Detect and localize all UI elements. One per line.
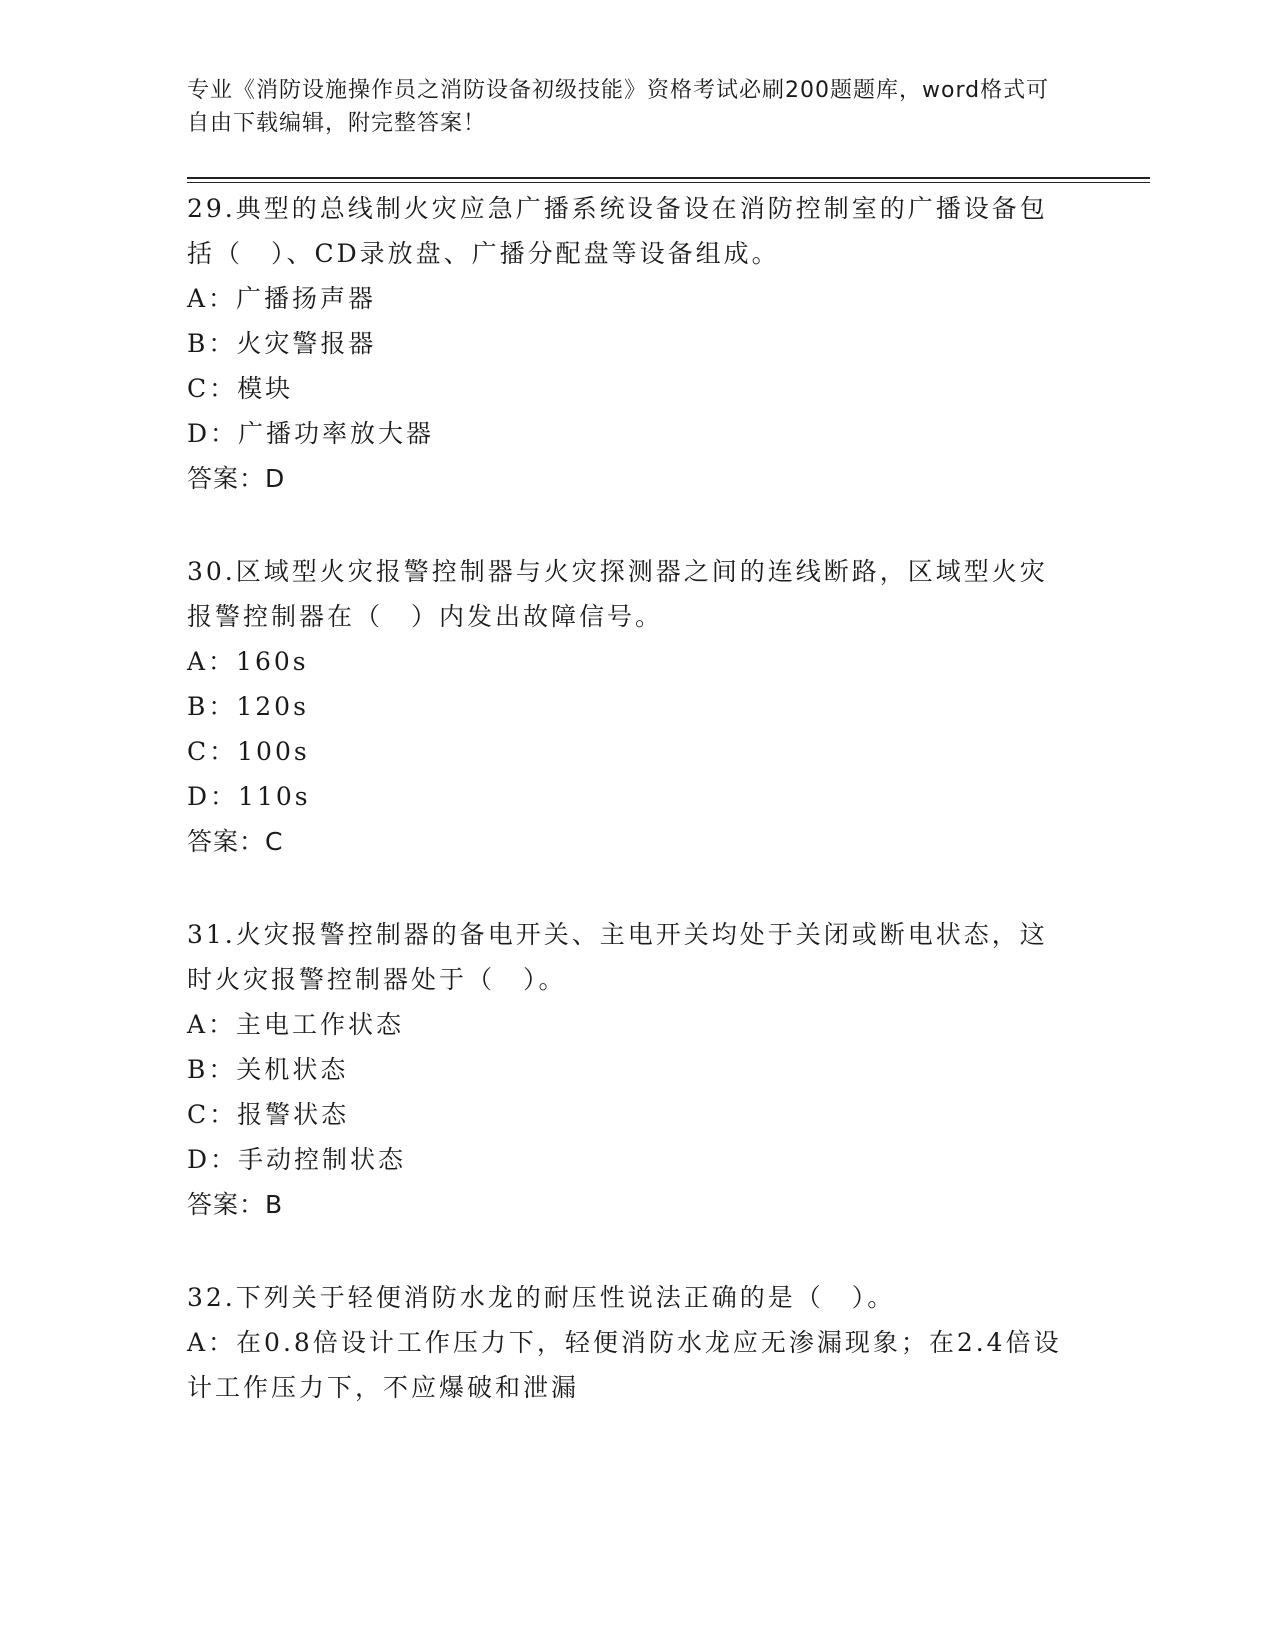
option-d: D：手动控制状态 <box>187 1145 407 1174</box>
option-c: C：报警状态 <box>187 1100 350 1129</box>
header-divider-thick <box>187 177 1150 179</box>
header-divider-thin <box>187 182 1150 183</box>
option-b: B：关机状态 <box>187 1055 349 1084</box>
answer-line: 答案：B <box>187 1190 284 1219</box>
question-32 <box>187 1275 1067 1410</box>
option-d: D：广播功率放大器 <box>187 419 435 448</box>
option-a: A：在0.8倍设计工作压力下，轻便消防水龙应无渗漏现象；在2.4倍设计工作压力下，不应爆破和泄漏 <box>187 1328 1062 1402</box>
question-stem: 31.火灾报警控制器的备电开关、主电开关均处于关闭或断电状态，这时火灾报警控制器处于（ ）。 <box>187 920 1048 994</box>
question-30 <box>187 549 1067 864</box>
question-31 <box>187 912 1067 1227</box>
answer-line: 答案：C <box>187 827 284 856</box>
option-a: A：160s <box>187 647 309 676</box>
option-b: B：120s <box>187 692 309 721</box>
question-29 <box>187 186 1067 501</box>
answer-line: 答案：D <box>187 464 286 493</box>
question-stem: 30.区域型火灾报警控制器与火灾探测器之间的连线断路，区域型火灾报警控制器在（ ）内发出故障信号。 <box>187 557 1048 631</box>
option-a: A：主电工作状态 <box>187 1010 405 1039</box>
option-a: A：广播扬声器 <box>187 284 377 313</box>
question-list <box>187 186 1067 1458</box>
option-c: C：100s <box>187 737 310 766</box>
question-stem: 32.下列关于轻便消防水龙的耐压性说法正确的是（ ）。 <box>187 1283 896 1312</box>
document-header: 专业《消防设施操作员之消防设备初级技能》资格考试必刷200题题库，word格式可自由下载编辑，附完整答案！ <box>187 78 1050 136</box>
option-b: B：火灾警报器 <box>187 329 377 358</box>
question-stem: 29.典型的总线制火灾应急广播系统设备设在消防控制室的广播设备包括（ ）、CD录放盘、广播分配盘等设备组成。 <box>187 194 1048 268</box>
option-c: C：模块 <box>187 374 294 403</box>
option-d: D：110s <box>187 782 311 811</box>
